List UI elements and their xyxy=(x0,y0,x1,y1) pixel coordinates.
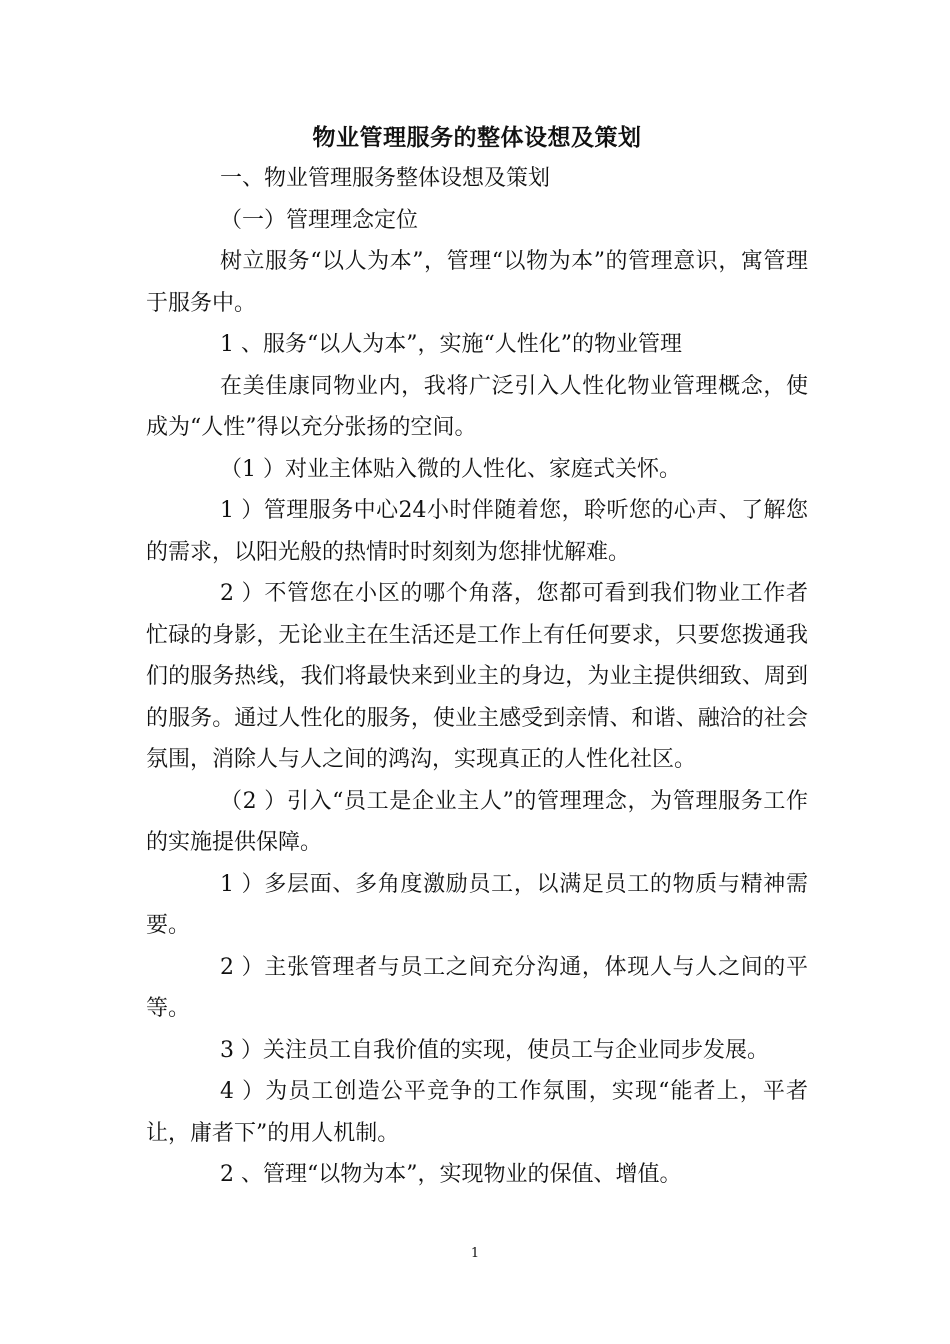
body-paragraph: 在美佳康同物业内，我将广泛引入人性化物业管理概念，使成为“人性”得以充分张扬的空间。 xyxy=(146,373,808,440)
list-item: 2 ）主张管理者与员工之间充分沟通，体现人与人之间的平等。 xyxy=(146,954,808,1021)
list-item: 1 ）管理服务中心24小时伴随着您，聆听您的心声、了解您的需求，以阳光般的热情时时刻刻为您排忧解难。 xyxy=(146,498,808,565)
document-page xyxy=(146,118,808,1196)
numbered-heading: 2 、管理“以物为本”，实现物业的保值、增值。 xyxy=(220,1162,682,1187)
body-paragraph: 树立服务“以人为本”，管理“以物为本”的管理意识，寓管理于服务中。 xyxy=(146,249,808,316)
numbered-heading: 1 、服务“以人为本”，实施“人性化”的物业管理 xyxy=(220,332,682,357)
page-number: 1 xyxy=(470,1246,480,1261)
section-heading: 一、物业管理服务整体设想及策划 xyxy=(220,166,551,191)
list-item: 1 ）多层面、多角度激励员工，以满足员工的物质与精神需要。 xyxy=(146,871,808,938)
list-item: （2 ）引入“员工是企业主人”的管理理念，为管理服务工作的实施提供保障。 xyxy=(146,788,808,855)
list-item: 4 ）为员工创造公平竞争的工作氛围，实现“能者上，平者让，庸者下”的用人机制。 xyxy=(146,1079,808,1146)
list-item: 2 ）不管您在小区的哪个角落，您都可看到我们物业工作者忙碌的身影，无论业主在生活还是工作上有任何要求，只要您拨通我们的服务热线，我们将最快来到业主的身边，为业主提供细致、周到的服务。通过人性化的服务，使业主感受到亲情、和谐、融洽的社会氛围，消除人与人之间的鸿沟，实现真正的人性化社区。 xyxy=(146,581,808,772)
document-title: 物业管理服务的整体设想及策划 xyxy=(312,124,642,151)
list-item: （1 ）对业主体贴入微的人性化、家庭式关怀。 xyxy=(220,456,681,482)
subsection-heading: （一）管理理念定位 xyxy=(220,207,419,233)
list-item: 3 ）关注员工自我价值的实现，使员工与企业同步发展。 xyxy=(220,1037,769,1063)
